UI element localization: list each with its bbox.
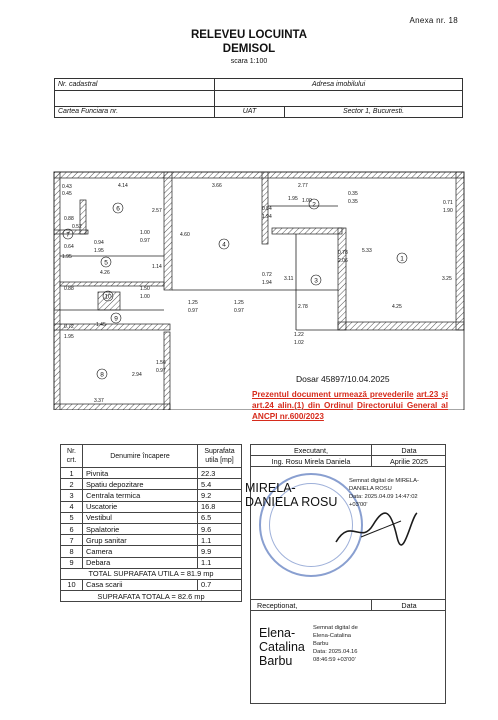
total-row [61, 591, 242, 602]
receptionat-sig-name-2: Catalina [259, 640, 305, 654]
room-marker-9: 9 [114, 315, 118, 323]
room-marker-7: 7 [66, 231, 70, 239]
room-marker-4: 4 [222, 241, 226, 249]
dim-label: 5.33 [362, 248, 372, 254]
page-title: RELEVEU LOCUINTA [190, 29, 308, 41]
wall-bottom-right [338, 322, 464, 330]
dim-label: 1.25 [234, 300, 244, 306]
row-name: Grup sanitar [83, 535, 198, 546]
dim-label: 0.43 [62, 184, 72, 190]
file-number: Dosar 45897/10.04.2025 [296, 374, 390, 384]
dim-label: 0.35 [348, 199, 358, 205]
dim-label: 3.37 [94, 398, 104, 404]
receptionat-sig-meta-4: Data: 2025.04.16 [313, 649, 358, 655]
dim-label: 0.88 [64, 286, 74, 292]
dim-label: 4.25 [392, 304, 402, 310]
dim-label: 0.84 [262, 206, 272, 212]
wall-top [54, 172, 464, 178]
table-row [61, 468, 242, 479]
dim-label: 0.71 [443, 200, 453, 206]
table-row [61, 501, 242, 512]
row-nr: 4 [61, 501, 83, 512]
annex-number: Anexa nr. 18 [409, 16, 458, 25]
row-nr: 2 [61, 479, 83, 490]
dim-label: 3.11 [284, 276, 294, 282]
dim-label: 0.72 [262, 272, 272, 278]
land-book-label: Cartea Funciara nr. [55, 106, 215, 118]
room-marker-8: 8 [100, 371, 104, 379]
dim-label: 1.95 [64, 334, 74, 340]
row-nr: 3 [61, 490, 83, 501]
row-area: 22.3 [198, 468, 242, 479]
row-area: 9.9 [198, 546, 242, 557]
row-area: 6.5 [198, 512, 242, 523]
receptionat-sig-name-1: Elena- [259, 626, 296, 640]
signature-box [245, 444, 446, 704]
uat-label: UAT [215, 106, 285, 118]
row-nr: 7 [61, 535, 83, 546]
wall-room3-top [272, 228, 342, 234]
dim-label: 1.45 [96, 322, 106, 328]
row-nr: 5 [61, 512, 83, 523]
page-subtitle: DEMISOL [222, 43, 276, 55]
total-area: SUPRAFATA TOTALA = 82.6 mp [61, 591, 242, 602]
row-area: 5.4 [198, 479, 242, 490]
executant-sig-meta-2: DANIELA ROSU [349, 486, 392, 492]
row-nr: 6 [61, 523, 83, 534]
row-area: 0.7 [198, 579, 242, 590]
dim-label: 1.50 [140, 286, 150, 292]
handwritten-signature-icon [331, 507, 421, 547]
row-nr: 9 [61, 557, 83, 568]
dim-label: 0.97 [140, 238, 150, 244]
row-name: Spalatorie [83, 523, 198, 534]
dim-label: 2.77 [298, 183, 308, 189]
wall-bottom-left [54, 404, 170, 410]
total-useful: TOTAL SUPRAFATA UTILA = 81.9 mp [61, 568, 242, 579]
property-info-table [54, 78, 463, 118]
wall-left [54, 172, 60, 410]
dim-label: 1.00 [302, 198, 312, 204]
dim-label: 1.22 [294, 332, 304, 338]
dim-label: 1.90 [443, 208, 453, 214]
dim-label: 0.45 [62, 191, 72, 197]
total-useful-row [61, 568, 242, 579]
table-row [61, 490, 242, 501]
dim-label: 0.52 [72, 224, 82, 230]
wall-mid-3 [338, 228, 346, 330]
table-row [61, 479, 242, 490]
dim-label: 1.00 [140, 294, 150, 300]
receptionat-sig-meta-5: 08:46:59 +03'00' [313, 657, 356, 663]
dim-label: 1.94 [262, 280, 272, 286]
table-row [61, 557, 242, 568]
executant-name: Ing. Rosu Mirela Daniela [271, 456, 351, 466]
dim-label: 1.56 [156, 360, 166, 366]
dim-label: 4.60 [180, 232, 190, 238]
row-area: 16.8 [198, 501, 242, 512]
dim-label: 0.35 [348, 191, 358, 197]
wall-mid-1 [164, 172, 172, 290]
dim-label: 1.00 [140, 230, 150, 236]
notice-line-2: art.23 și art.24 alin.(1) din Ordinul [252, 390, 448, 410]
cadastral-value [55, 90, 215, 106]
row-name: Centrala termica [83, 490, 198, 501]
room-marker-5: 5 [104, 259, 108, 267]
row-area: 9.6 [198, 523, 242, 534]
dim-label: 1.95 [94, 248, 104, 254]
executant-sig-meta-3: Data: 2025.04.09 14:47:02 [349, 494, 418, 500]
floor-plan [40, 170, 470, 410]
room-marker-1: 1 [400, 255, 404, 263]
executant-name-row [251, 456, 445, 467]
row-area: 1.1 [198, 557, 242, 568]
dim-label: 1.95 [62, 254, 72, 260]
dim-label: 4.26 [100, 270, 110, 276]
room-marker-3: 3 [314, 277, 318, 285]
dim-label: 1.95 [288, 196, 298, 202]
dim-label: 0.72 [64, 324, 74, 330]
receptionat-date-label: Data [401, 600, 417, 610]
scale-label: scara 1:100 [230, 58, 268, 65]
table-row [61, 546, 242, 557]
row-name: Uscatorie [83, 501, 198, 512]
dim-label: 1.14 [152, 264, 162, 270]
dim-label: 0.94 [94, 240, 104, 246]
uat-value: Sector 1, Bucuresti. [285, 106, 463, 118]
dim-label: 0.78 [338, 250, 348, 256]
receptionat-label: Receptionat, [257, 600, 298, 610]
col-name-header: Denumire încapere [83, 445, 198, 468]
rooms-table [60, 444, 242, 602]
table-row [61, 512, 242, 523]
receptionat-header-row [251, 599, 445, 611]
receptionat-sig-name-3: Barbu [259, 654, 293, 668]
row-name: Debara [83, 557, 198, 568]
dim-label: 1.02 [294, 340, 304, 346]
dim-label: 0.97 [188, 308, 198, 314]
receptionat-sig-meta-2: Elena-Catalina [313, 633, 352, 639]
row-name: Camera [83, 546, 198, 557]
dim-label: 1.94 [262, 214, 272, 220]
cadastral-label: Nr. cadastral [55, 79, 215, 91]
dim-label: 0.88 [64, 216, 74, 222]
dim-label: 2.57 [152, 208, 162, 214]
row-area: 1.1 [198, 535, 242, 546]
dim-label: 2.06 [338, 258, 348, 264]
executant-sig-meta-1: Semnat digital de MIRELA- [349, 478, 419, 484]
address-label: Adresa imobilului [215, 79, 463, 91]
room-marker-2: 2 [312, 201, 316, 209]
dim-label: 0.97 [156, 368, 166, 374]
dim-label: 2.78 [298, 304, 308, 310]
col-area-header: Suprafata utila [mp] [198, 445, 242, 468]
dim-label: 3.25 [442, 276, 452, 282]
room-marker-6: 6 [116, 205, 120, 213]
table-row [61, 523, 242, 534]
executant-sig-name-1: MIRELA- [245, 481, 296, 495]
table-row [61, 579, 242, 590]
dim-label: 0.97 [234, 308, 244, 314]
executant-header-row [251, 445, 445, 456]
dim-label: 2.94 [132, 372, 142, 378]
dim-label: 0.64 [64, 244, 74, 250]
notice-line-3: Directorului General al ANCPI nr.600/2023 [252, 401, 448, 421]
executant-label: Executant, [294, 445, 328, 455]
executant-sig-name-2: DANIELA ROSU [245, 495, 338, 509]
dim-label: 4.14 [118, 183, 128, 189]
row-area: 9.2 [198, 490, 242, 501]
row-nr: 10 [61, 579, 83, 590]
row-name: Spatiu depozitare [83, 479, 198, 490]
table-row [61, 535, 242, 546]
address-value [215, 90, 463, 106]
legal-notice [252, 389, 448, 422]
row-name: Pivnita [83, 468, 198, 479]
dim-label: 1.25 [188, 300, 198, 306]
row-name: Vestibul [83, 512, 198, 523]
receptionat-sig-meta-3: Barbu [313, 641, 329, 647]
room-marker-10: 10 [104, 293, 112, 301]
row-nr: 1 [61, 468, 83, 479]
row-nr: 8 [61, 546, 83, 557]
receptionat-sig-meta-1: Semnat digital de [313, 625, 358, 631]
notice-line-1: Prezentul document urmează prevederile [252, 390, 414, 399]
executant-date: Aprilie 2025 [390, 456, 428, 466]
col-nr-header: Nr. crt. [61, 445, 83, 468]
wall-right [456, 172, 464, 330]
executant-sig-meta-4: +03'00' [349, 502, 368, 508]
row-name: Casa scarii [83, 579, 198, 590]
dim-label: 3.66 [212, 183, 222, 189]
executant-date-label: Data [401, 445, 417, 455]
